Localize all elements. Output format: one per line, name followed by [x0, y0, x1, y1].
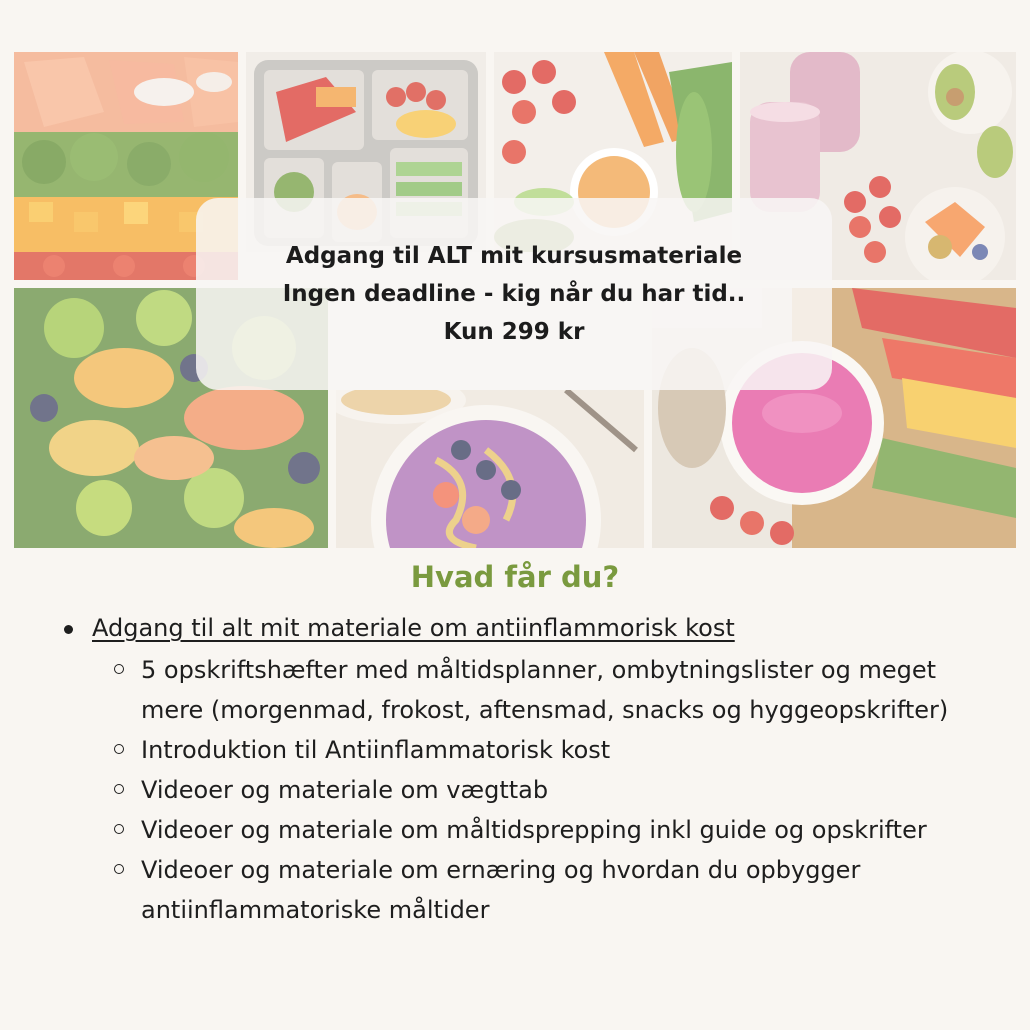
sub-item-text: Videoer og materiale om ernæring og hvordan du opbygger antiinflammatoriske måltider: [141, 856, 861, 924]
bullet-circle-icon: [114, 744, 124, 754]
section-heading: Hvad får du?: [410, 560, 620, 594]
bullet-circle-icon: [114, 824, 124, 834]
sub-item-text: Videoer og materiale om vægttab: [141, 776, 549, 804]
sub-item-text: Introduktion til Antiinflammatorisk kost: [141, 736, 611, 764]
sub-list-item: [60, 850, 990, 930]
bullet-circle-icon: [114, 664, 124, 674]
sub-list: [60, 650, 990, 930]
benefits-list: [60, 610, 990, 930]
sub-list-item: [60, 770, 990, 810]
list-item-main[interactable]: [60, 610, 990, 647]
bullet-circle-icon: [114, 864, 124, 874]
main-item-link[interactable]: Adgang til alt mit materiale om antiinflammorisk kost: [92, 614, 735, 642]
banner-line-price: Kun 299 kr: [443, 319, 585, 345]
sub-list-item: [60, 730, 990, 770]
banner-line-access: Adgang til ALT mit kursusmateriale: [285, 243, 743, 269]
bullet-disc-icon: [64, 625, 73, 634]
sub-item-text: 5 opskriftshæfter med måltidsplanner, ombytningslister og meget mere (morgenmad, frokost, aftensmad, snacks og hyggeopskrifter): [141, 656, 949, 724]
bullet-circle-icon: [114, 784, 124, 794]
sub-item-text: Videoer og materiale om måltidsprepping inkl guide og opskrifter: [141, 816, 927, 844]
sub-list-item: [60, 810, 990, 850]
promo-banner: [196, 198, 832, 390]
sub-list-item: [60, 650, 990, 730]
banner-line-deadline: Ingen deadline - kig når du har tid..: [282, 281, 746, 307]
photo-smoothie-bowl: [336, 390, 644, 548]
